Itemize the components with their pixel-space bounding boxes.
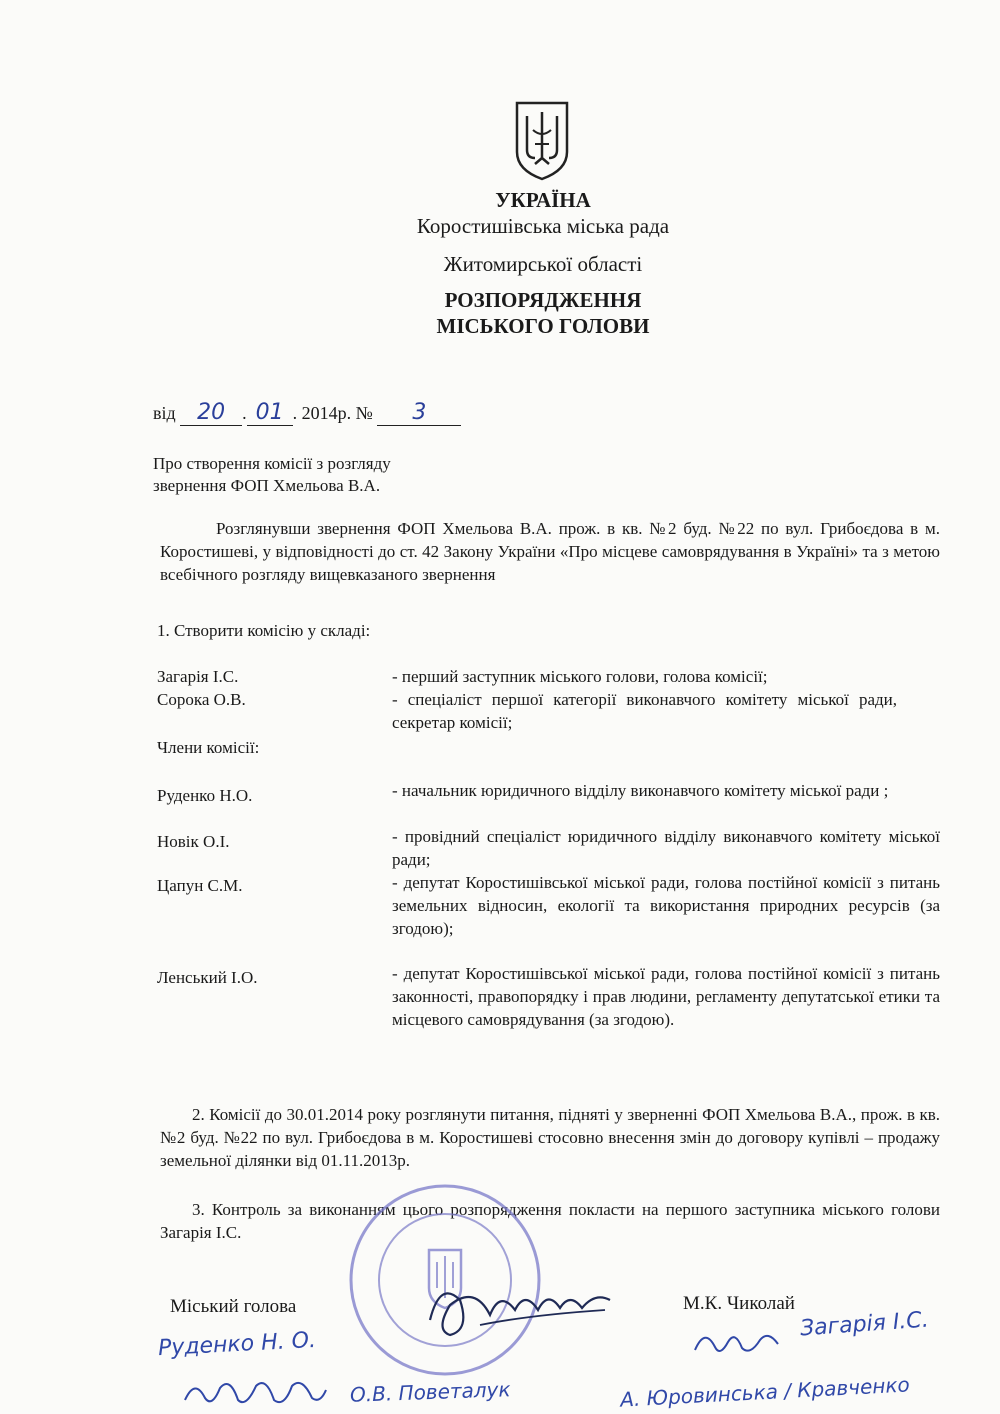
member-name: Цапун С.М. <box>157 876 243 895</box>
item3-paragraph: 3. Контроль за виконанням цього розпорядження покласти на першого заступника міського голови Загарія І.С. <box>160 1200 940 1242</box>
document-type-line1: РОЗПОРЯДЖЕННЯ <box>444 288 642 312</box>
date-separator: . <box>242 403 247 423</box>
member-role: - начальник юридичного відділу виконавчого комітету міської ради ; <box>392 781 889 800</box>
date-day-field <box>180 400 242 426</box>
members-label: Члени комісії: <box>157 738 260 757</box>
member-name: Руденко Н.О. <box>157 786 253 805</box>
date-prefix: від <box>153 403 176 423</box>
subject-line1: Про створення комісії з розгляду <box>153 454 391 473</box>
item2-paragraph: 2. Комісії до 30.01.2014 року розглянути питання, підняті у зверненні ФОП Хмельова В.А., прож. в кв. №2 буд. №22 по вул. Грибоєдова в м. Коростишеві стосовно внесення змін до договору купівлі – продажу земельної ділянки від 01.11.2013р. <box>160 1105 940 1170</box>
document-type-line2: МІСЬКОГО ГОЛОВИ <box>436 314 650 338</box>
date-month: 01 <box>255 400 284 425</box>
committee-name: Сорока О.В. <box>157 690 246 709</box>
subject-block <box>153 453 391 497</box>
document-number: 3 <box>412 400 427 425</box>
member-role: - депутат Коростишівської міської ради, голова постійної комісії з питань земельних відносин, екології та використання природних ресурсів (за згодою); <box>392 873 940 938</box>
coat-of-arms-icon <box>513 100 571 182</box>
mayor-signature-icon <box>420 1270 620 1350</box>
visa-yurovynska: А. Юровинська / Кравченко <box>619 1372 911 1412</box>
visa-signature-icon <box>180 1370 330 1414</box>
date-month-field <box>247 400 293 426</box>
signatory-title: Міський голова <box>170 1296 297 1317</box>
committee-role: - перший заступник міського голови, голова комісії; <box>392 667 768 686</box>
subject-line2: звернення ФОП Хмельова В.А. <box>153 476 381 495</box>
committee-role: - спеціаліст першої категорії виконавчого комітету міської ради, секретар комісії; <box>392 690 897 732</box>
committee-name: Загарія І.С. <box>157 667 239 686</box>
member-role: - провідний спеціаліст юридичного відділу виконавчого комітету міської ради; <box>392 827 940 869</box>
date-line <box>153 400 461 426</box>
council-heading: Коростишівська міська рада <box>416 214 670 238</box>
oblast-heading: Житомирської області <box>443 252 643 276</box>
visa-rudenko: Руденко Н. О. <box>157 1327 317 1362</box>
initials-signature-icon <box>690 1322 785 1362</box>
intro-paragraph: Розглянувши звернення ФОП Хмельова В.А. прож. в кв. №2 буд. №22 по вул. Грибоєдова в м. Коростишеві, у відповідності до ст. 42 Закону України «Про місцеве самоврядування в Україні» та з метою всебічного розгляду вищевказаного звернення <box>160 519 940 584</box>
visa-zagariia: Загарія І.С. <box>799 1307 930 1342</box>
date-year: . 2014р. № <box>292 403 373 423</box>
member-role: - депутат Коростишівської міської ради, голова постійної комісії з питань законності, правопорядку і прав людини, регламенту депутатської етики та місцевого самоврядування (за згодою). <box>392 964 940 1029</box>
visa-povetaluk: О.В. Поветалук <box>349 1377 511 1407</box>
document-number-field <box>377 400 461 426</box>
member-name: Ленський І.О. <box>157 968 258 987</box>
date-day: 20 <box>197 400 226 425</box>
country-heading: УКРАЇНА <box>495 188 591 212</box>
member-name: Новік О.І. <box>157 832 230 851</box>
signatory-name: М.К. Чиколай <box>683 1293 795 1314</box>
item1-title: 1. Створити комісію у складі: <box>157 621 371 640</box>
